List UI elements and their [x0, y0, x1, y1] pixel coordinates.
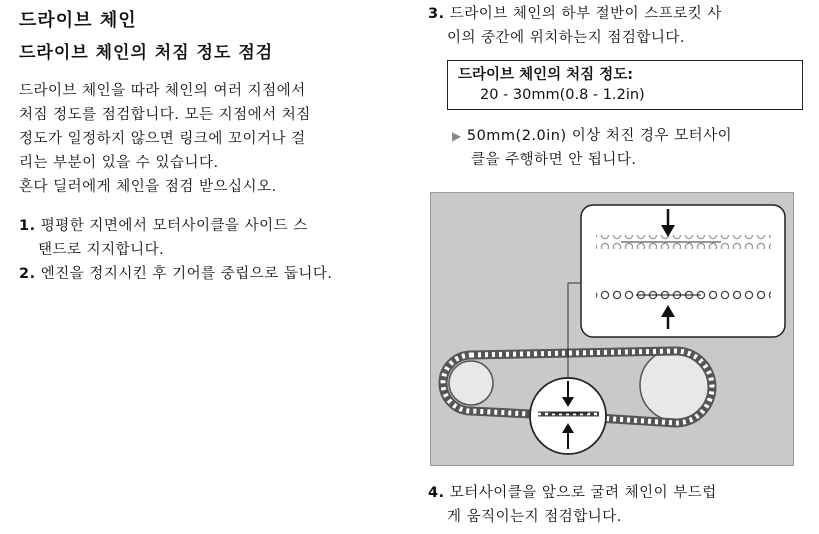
- warning-note: [452, 124, 797, 172]
- step-text: 엔진을 정지시킨 후 기어를 중립으로 둡니다.: [40, 266, 333, 282]
- step-3: [428, 2, 808, 50]
- step-number: 4.: [428, 485, 445, 501]
- step-2: [19, 262, 389, 286]
- front-sprocket-icon: [449, 361, 493, 405]
- step-number: 3.: [428, 6, 445, 22]
- warning-text: 50mm(2.0in) 이상 처진 경우 모터사이: [466, 128, 733, 144]
- warning-text: 클을 주행하면 안 됩니다.: [471, 152, 637, 168]
- intro-line: 리는 부분이 있을 수 있습니다.: [19, 155, 219, 171]
- step-number: 2.: [19, 266, 36, 282]
- step-text: 드라이브 체인의 하부 절반이 스프로킷 사: [449, 6, 722, 22]
- chain-slack-illustration: [430, 192, 794, 466]
- section-subtitle: 드라이브 체인의 처짐 정도 점검: [19, 43, 274, 63]
- intro-paragraph: [19, 79, 389, 199]
- step-text: 이의 중간에 위치하는지 점검합니다.: [447, 30, 686, 46]
- intro-line: 정도가 일정하지 않으면 링크에 꼬이거나 걸: [19, 131, 306, 147]
- intro-line: 드라이브 체인을 따라 체인의 여러 지점에서: [19, 83, 306, 99]
- step-1: [19, 214, 389, 262]
- step-text: 게 움직이는지 점검합니다.: [447, 509, 622, 525]
- spec-title: 드라이브 체인의 처짐 정도:: [458, 67, 634, 83]
- step-list: [19, 214, 389, 286]
- chain-diagram: [431, 193, 793, 465]
- intro-line: 혼다 딜러에게 체인을 점검 받으십시오.: [19, 179, 277, 195]
- step-text: 모터사이클을 앞으로 굴려 체인이 부드럽: [449, 485, 717, 501]
- step-text: 탠드로 지지합니다.: [38, 242, 165, 258]
- step-number: 1.: [19, 218, 36, 234]
- chain-detail-inset: [581, 205, 785, 337]
- page-title: 드라이브 체인: [19, 10, 137, 31]
- spec-value: 20 - 30mm(0.8 - 1.2in): [480, 87, 645, 103]
- step-4: [428, 481, 808, 529]
- intro-line: 처짐 정도를 점검합니다. 모든 지점에서 처짐: [19, 107, 311, 123]
- triangle-bullet-icon: ▶: [452, 129, 462, 143]
- step-text: 평평한 지면에서 모터사이클을 사이드 스: [40, 218, 308, 234]
- spec-box: [447, 60, 803, 110]
